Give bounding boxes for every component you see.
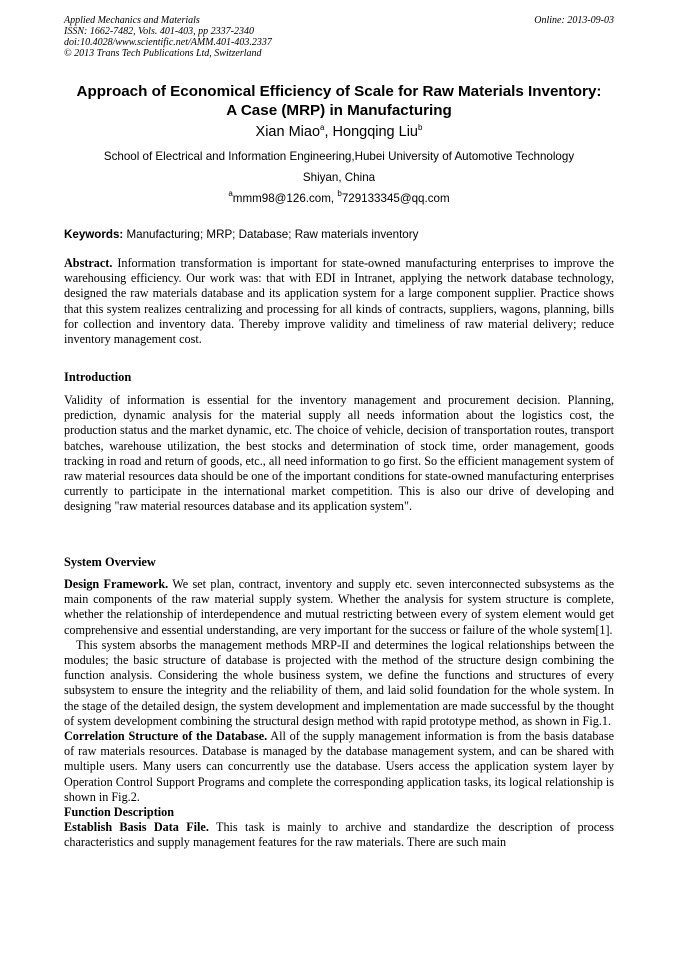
author-name: Hongqing Liu — [332, 124, 418, 140]
affiliation-line-2: Shiyan, China — [302, 171, 376, 184]
email-marker: a — [228, 189, 233, 198]
email-marker: b — [337, 189, 342, 198]
doi-line: doi:10.4028/www.scientific.net/AMM.401-403.2337 — [64, 37, 272, 48]
keywords — [64, 228, 418, 242]
keywords-text: Manufacturing; MRP; Database; Raw materials inventory — [123, 228, 419, 241]
system-overview-heading: System Overview — [64, 555, 156, 569]
author-separator: , — [324, 124, 333, 140]
correlation-label: Correlation Structure of the Database. — [64, 729, 268, 744]
system-paragraph-2: This system absorbs the management methods MRP-II and determines the logical relationships between the modules; the basic structure of database is projected with the method of the structure design combining the function analysis. Considering the whole business system, we define the functions and structures of every subsystem to ensure the integrity and the reliability of them, and laid solid foundation for the whole system. In the stage of the detailed design, the system development and implementation are made successful by the thought of system development combining the structural design method with rapid prototype method, as shown in Fig.1. — [64, 637, 614, 728]
author-list — [50, 123, 628, 141]
design-framework-paragraph — [64, 577, 614, 638]
design-framework-text: We set plan, contract, inventory and supply etc. seven interconnected subsystems as the main components of the raw material supply system. Whether the analysis for system structure is complete, whether the relationship of interdependence and mutual restricting between every of system element would get comprehensive and essential understanding, are very important for the success or failure of the whole system[1]. — [64, 577, 614, 637]
correlation-paragraph — [64, 729, 614, 805]
title-line-2: A Case (MRP) in Manufacturing — [226, 102, 452, 119]
keywords-label: Keywords: — [64, 228, 124, 241]
affiliation-marker: b — [418, 123, 423, 132]
correlation-text: All of the supply management information is from the basis database of raw materials resources. Database is managed by the database management system, and can be shared with multiple users. Many users can concurrently use the database. Users access the application system layer by Operation Control Support Programs and complete the corresponding application tasks, its logical relationship is shown in Fig.2. — [64, 729, 614, 804]
introduction-heading: Introduction — [64, 370, 132, 384]
email-line — [50, 189, 628, 206]
design-framework-label: Design Framework. — [64, 577, 169, 591]
online-date: Online: 2013-09-03 — [534, 15, 614, 26]
author-name: Xian Miao — [255, 124, 321, 140]
email-address-a: mmm98@126.com, — [232, 192, 338, 205]
journal-header — [64, 15, 272, 59]
introduction-body — [64, 393, 614, 515]
establish-paragraph — [64, 820, 614, 850]
affiliation-line-1: School of Electrical and Information Engineering,Hubei University of Automotive Technology — [103, 150, 575, 163]
paper-title — [50, 82, 628, 120]
abstract-label: Abstract. — [64, 256, 113, 270]
introduction-paragraph: Validity of information is essential for the inventory management and procurement decision. Planning, prediction, dynamic analysis for the material supply all needs information about the logistics cost, the production status and the market dynamic, etc. The choice of vehicle, decision of transportation routes, transport batches, warehouse utilization, the best stocks and determination of stock time, order management, goods tracking in road and return of goods, etc., all need information to go first. So the efficient management system of raw material resources data should be one of the important conditions for state-owned manufacturing enterprises currently to participate in the international market competition. This is also our drive of developing and designing "raw material resources database and its application system". — [64, 393, 614, 514]
copyright-line: © 2013 Trans Tech Publications Ltd, Switzerland — [64, 48, 262, 59]
establish-label: Establish Basis Data File. — [64, 820, 209, 835]
issn-line: ISSN: 1662-7482, Vols. 401-403, pp 2337-2340 — [64, 26, 254, 37]
system-overview-body — [64, 577, 614, 851]
affiliation-marker: a — [320, 123, 325, 132]
title-line-1: Approach of Economical Efficiency of Scale for Raw Materials Inventory: — [76, 83, 602, 100]
establish-text: This task is mainly to archive and standardize the description of process characteristics and supply management features for the raw materials. There are such main — [64, 820, 614, 850]
abstract — [64, 256, 614, 347]
email-address-b: 729133345@qq.com — [341, 192, 450, 205]
journal-name: Applied Mechanics and Materials — [64, 15, 200, 26]
function-description-heading: Function Description — [64, 805, 175, 820]
abstract-text: Information transformation is important for state-owned manufacturing enterprises to improve the warehousing efficiency. Our work was: that with EDI in Intranet, applying the network database technology, designed the raw materials database and its application system for a large component supplier. Practice shows that this system realizes centralizing and processing for all kinds of contracts, suppliers, wagons, planning, bills for collection and inventory data. Thereby improve validity and timeliness of raw material delivery; reduce inventory management cost. — [64, 256, 614, 347]
